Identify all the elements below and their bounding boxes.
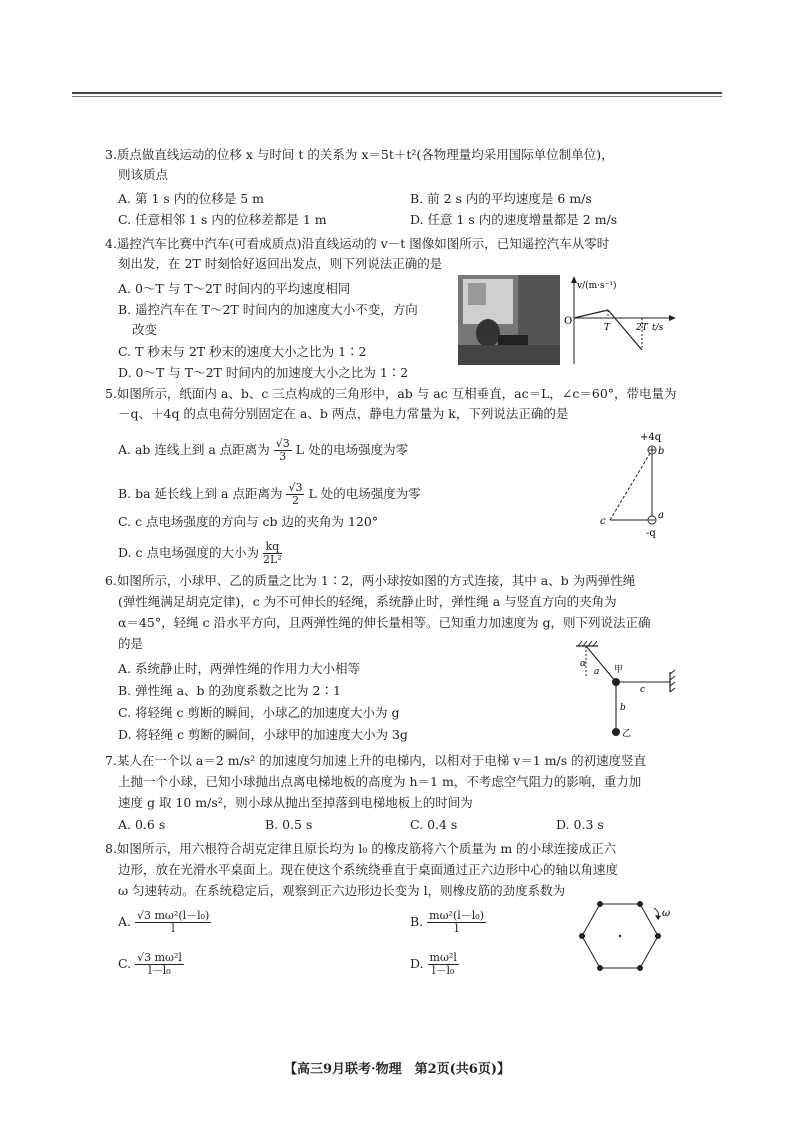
q3-option-d: D. 任意 1 s 内的速度增量都是 2 m/s — [410, 212, 618, 227]
q8-stem-line2: 边形，放在光滑水平桌面上。现在使这个系统绕垂直于桌面通过正六边形中心的轴以角速度 — [118, 862, 619, 877]
q3-option-c: C. 任意相邻 1 s 内的位移差都是 1 m — [118, 212, 327, 227]
q4-vt-graph — [562, 272, 692, 372]
q6-option-d: D. 将轻绳 c 剪断的瞬间，小球甲的加速度大小为 3g — [118, 727, 408, 742]
q7-stem-line1: 7.某人在一个以 a＝2 m/s² 的加速度匀加速上升的电梯内，以相对于电梯 v＝1 m/s 的初速度竖直 — [105, 753, 647, 768]
q5-stem-line2: －q、＋4q 的点电荷分别固定在 a、b 两点，静电力常量为 k，下列说法正确的是 — [118, 406, 569, 421]
page-footer: 【高三9月联考·物理 第2页(共6页)】 — [284, 1062, 510, 1077]
q5-option-d — [118, 541, 282, 566]
label-c: c — [640, 685, 646, 695]
q4-option-b-line1: B. 遥控汽车在 T～2T 时间内的加速度大小不变，方向 — [118, 302, 418, 317]
q6-option-b: B. 弹性绳 a、b 的劲度系数之比为 2∶1 — [118, 683, 341, 698]
q5-d-den: 2L² — [262, 553, 282, 566]
q5-d-num: kq — [263, 541, 282, 554]
q5-a-den: 3 — [279, 450, 287, 463]
point-c-label: c — [600, 516, 606, 527]
q7-option-d: D. 0.3 s — [556, 817, 604, 832]
rc-car-photo — [458, 275, 560, 365]
q5-a-num: √3 — [275, 437, 290, 450]
q8-b-fraction — [427, 910, 486, 935]
q7-option-a: A. 0.6 s — [118, 817, 166, 832]
vt-segment-1 — [574, 310, 608, 318]
ball-jia-icon — [612, 678, 620, 686]
point-a-label: a — [658, 510, 664, 521]
q8-d-pre: D. — [410, 956, 424, 971]
q5-stem-line1: 5.如图所示，纸面内 a、b、c 三点构成的三角形中，ab 与 ac 互相垂直，ac＝L，∠c＝60°，带电量为 — [105, 386, 677, 401]
charge-a-label: -q — [646, 528, 656, 539]
q6-stem-line3: α＝45°，轻绳 c 沿水平方向，且两弹性绳的伸长量相等。已知重力加速度为 g，则下列说法正确 — [118, 615, 651, 630]
label-b: b — [620, 703, 626, 713]
ball-icon — [637, 965, 643, 971]
q8-a-den: l — [171, 922, 175, 935]
ball-icon — [655, 933, 661, 939]
vt-ylabel: v/(m·s⁻¹) — [577, 281, 617, 291]
q5-option-b — [118, 482, 421, 507]
q3-stem-line1: 3.质点做直线运动的位移 x 与时间 t 的关系为 x＝5t＋t²(各物理量均采用国际单位制单位)， — [105, 147, 614, 162]
segment-cb — [610, 450, 652, 520]
vt-origin: O — [564, 316, 573, 327]
q5-b-fraction — [286, 482, 304, 507]
q5-b-den: 2 — [291, 494, 299, 507]
center-dot — [619, 935, 621, 937]
q4-stem-line2: 刻出发，在 2T 时刻恰好返回出发点，则下列说法正确的是 — [118, 256, 443, 271]
q8-a-pre: A. — [118, 914, 132, 929]
q5-d-fraction — [263, 541, 282, 566]
label-alpha: α — [580, 659, 587, 669]
q8-option-c — [118, 952, 184, 977]
q8-c-num: √3 mω²l — [137, 951, 182, 964]
q7-option-b: B. 0.5 s — [265, 817, 313, 832]
label-a: a — [594, 667, 600, 677]
header-rule-thin — [72, 96, 722, 97]
q4-option-b-line2: 改变 — [132, 322, 158, 337]
q4-option-d: D. 0～T 与 T～2T 时间内的加速度大小之比为 1∶2 — [118, 365, 409, 380]
q4-option-a: A. 0～T 与 T～2T 时间内的平均速度相同 — [118, 281, 351, 296]
q8-stem-line1: 8.如图所示，用六根符合胡克定律且原长均为 l₀ 的橡皮筋将六个质量为 m 的小球连接成正六 — [105, 841, 617, 856]
ball-yi-icon — [612, 728, 620, 736]
q8-d-den: l－l₀ — [431, 964, 455, 977]
rope-a — [586, 646, 616, 682]
ball-icon — [597, 901, 603, 907]
q8-option-d — [410, 952, 459, 977]
q8-a-num: √3 mω²(l－l₀) — [137, 909, 210, 922]
point-b-label: b — [658, 446, 665, 457]
q8-hexagon-figure — [570, 896, 680, 980]
q8-b-pre: B. — [410, 914, 424, 929]
q6-stem-line2: (弹性绳满足胡克定律)，c 为不可伸长的轻绳，系统静止时，弹性绳 a 与竖直方向的夹角为 — [118, 594, 617, 609]
q8-c-den: l－l₀ — [148, 964, 171, 977]
q8-b-den: l — [454, 922, 459, 935]
label-yi: 乙 — [622, 729, 632, 739]
q5-a-post: L 处的电场强度为零 — [295, 442, 409, 457]
q5-a-pre: A. ab 连线上到 a 点距离为 — [118, 442, 270, 457]
q3-option-a: A. 第 1 s 内的位移是 5 m — [118, 191, 265, 206]
q5-option-c: C. c 点电场强度的方向与 cb 边的夹角为 120° — [118, 514, 379, 529]
q5-triangle-figure — [590, 428, 690, 540]
q4-option-c: C. T 秒末与 2T 秒末的速度大小之比为 1∶2 — [118, 344, 367, 359]
label-omega: ω — [662, 908, 671, 919]
vt-xlabel: t/s — [652, 323, 664, 333]
q6-option-a: A. 系统静止时，两弹性绳的作用力大小相等 — [118, 661, 360, 676]
q7-option-c: C. 0.4 s — [410, 817, 458, 832]
q5-b-pre: B. ba 延长线上到 a 点距离为 — [118, 486, 283, 501]
q4-stem-line1: 4.遥控汽车比赛中汽车(可看成质点)沿直线运动的 v－t 图像如图所示，已知遥控汽车从零时 — [105, 236, 610, 251]
q8-d-fraction — [428, 952, 459, 977]
q6-stem-line1: 6.如图所示，小球甲、乙的质量之比为 1∶2，两小球按如图的方式连接，其中 a、b 为两弹性绳 — [105, 573, 636, 588]
q6-option-c: C. 将轻绳 c 剪断的瞬间，小球乙的加速度大小为 g — [118, 705, 400, 720]
q8-stem-line3: ω 匀速转动。在系统稳定后，观察到正六边形边长变为 l，则橡皮筋的劲度系数为 — [118, 883, 566, 898]
vt-x-arrow — [669, 315, 676, 321]
q8-option-a — [118, 910, 211, 935]
q7-stem-line3: 速度 g 取 10 m/s²，则小球从抛出至掉落到电梯地板上的时间为 — [118, 795, 473, 810]
q8-c-pre: C. — [118, 956, 132, 971]
header-rule — [72, 92, 722, 94]
q5-b-num: √3 — [288, 481, 303, 494]
q8-d-num: mω²l — [429, 951, 457, 964]
ball-icon — [579, 933, 585, 939]
q8-b-num: mω²(l－l₀) — [429, 909, 484, 922]
q8-a-fraction — [135, 910, 211, 935]
label-jia: 甲 — [614, 665, 624, 675]
ball-icon — [637, 901, 643, 907]
q8-c-fraction — [135, 952, 184, 977]
q3-stem-line2: 则该质点 — [118, 167, 169, 182]
q8-option-b — [410, 910, 486, 935]
q3-option-b: B. 前 2 s 内的平均速度是 6 m/s — [410, 191, 592, 206]
vt-tick-t: T — [604, 323, 611, 333]
q6-stem-line4: 的是 — [118, 636, 144, 651]
q5-b-post: L 处的电场强度为零 — [308, 486, 421, 501]
ball-icon — [597, 965, 603, 971]
q6-spring-figure — [572, 636, 684, 748]
q5-d-pre: D. c 点电场强度的大小为 — [118, 545, 259, 560]
charge-b-label: +4q — [640, 432, 662, 443]
vt-tick-2t: 2T — [636, 323, 648, 333]
q5-a-fraction — [274, 438, 292, 463]
q7-stem-line2: 上抛一个小球，已知小球抛出点离电梯地板的高度为 h＝1 m，不考虑空气阻力的影响，重力加 — [118, 774, 642, 789]
q5-option-a — [118, 438, 408, 463]
